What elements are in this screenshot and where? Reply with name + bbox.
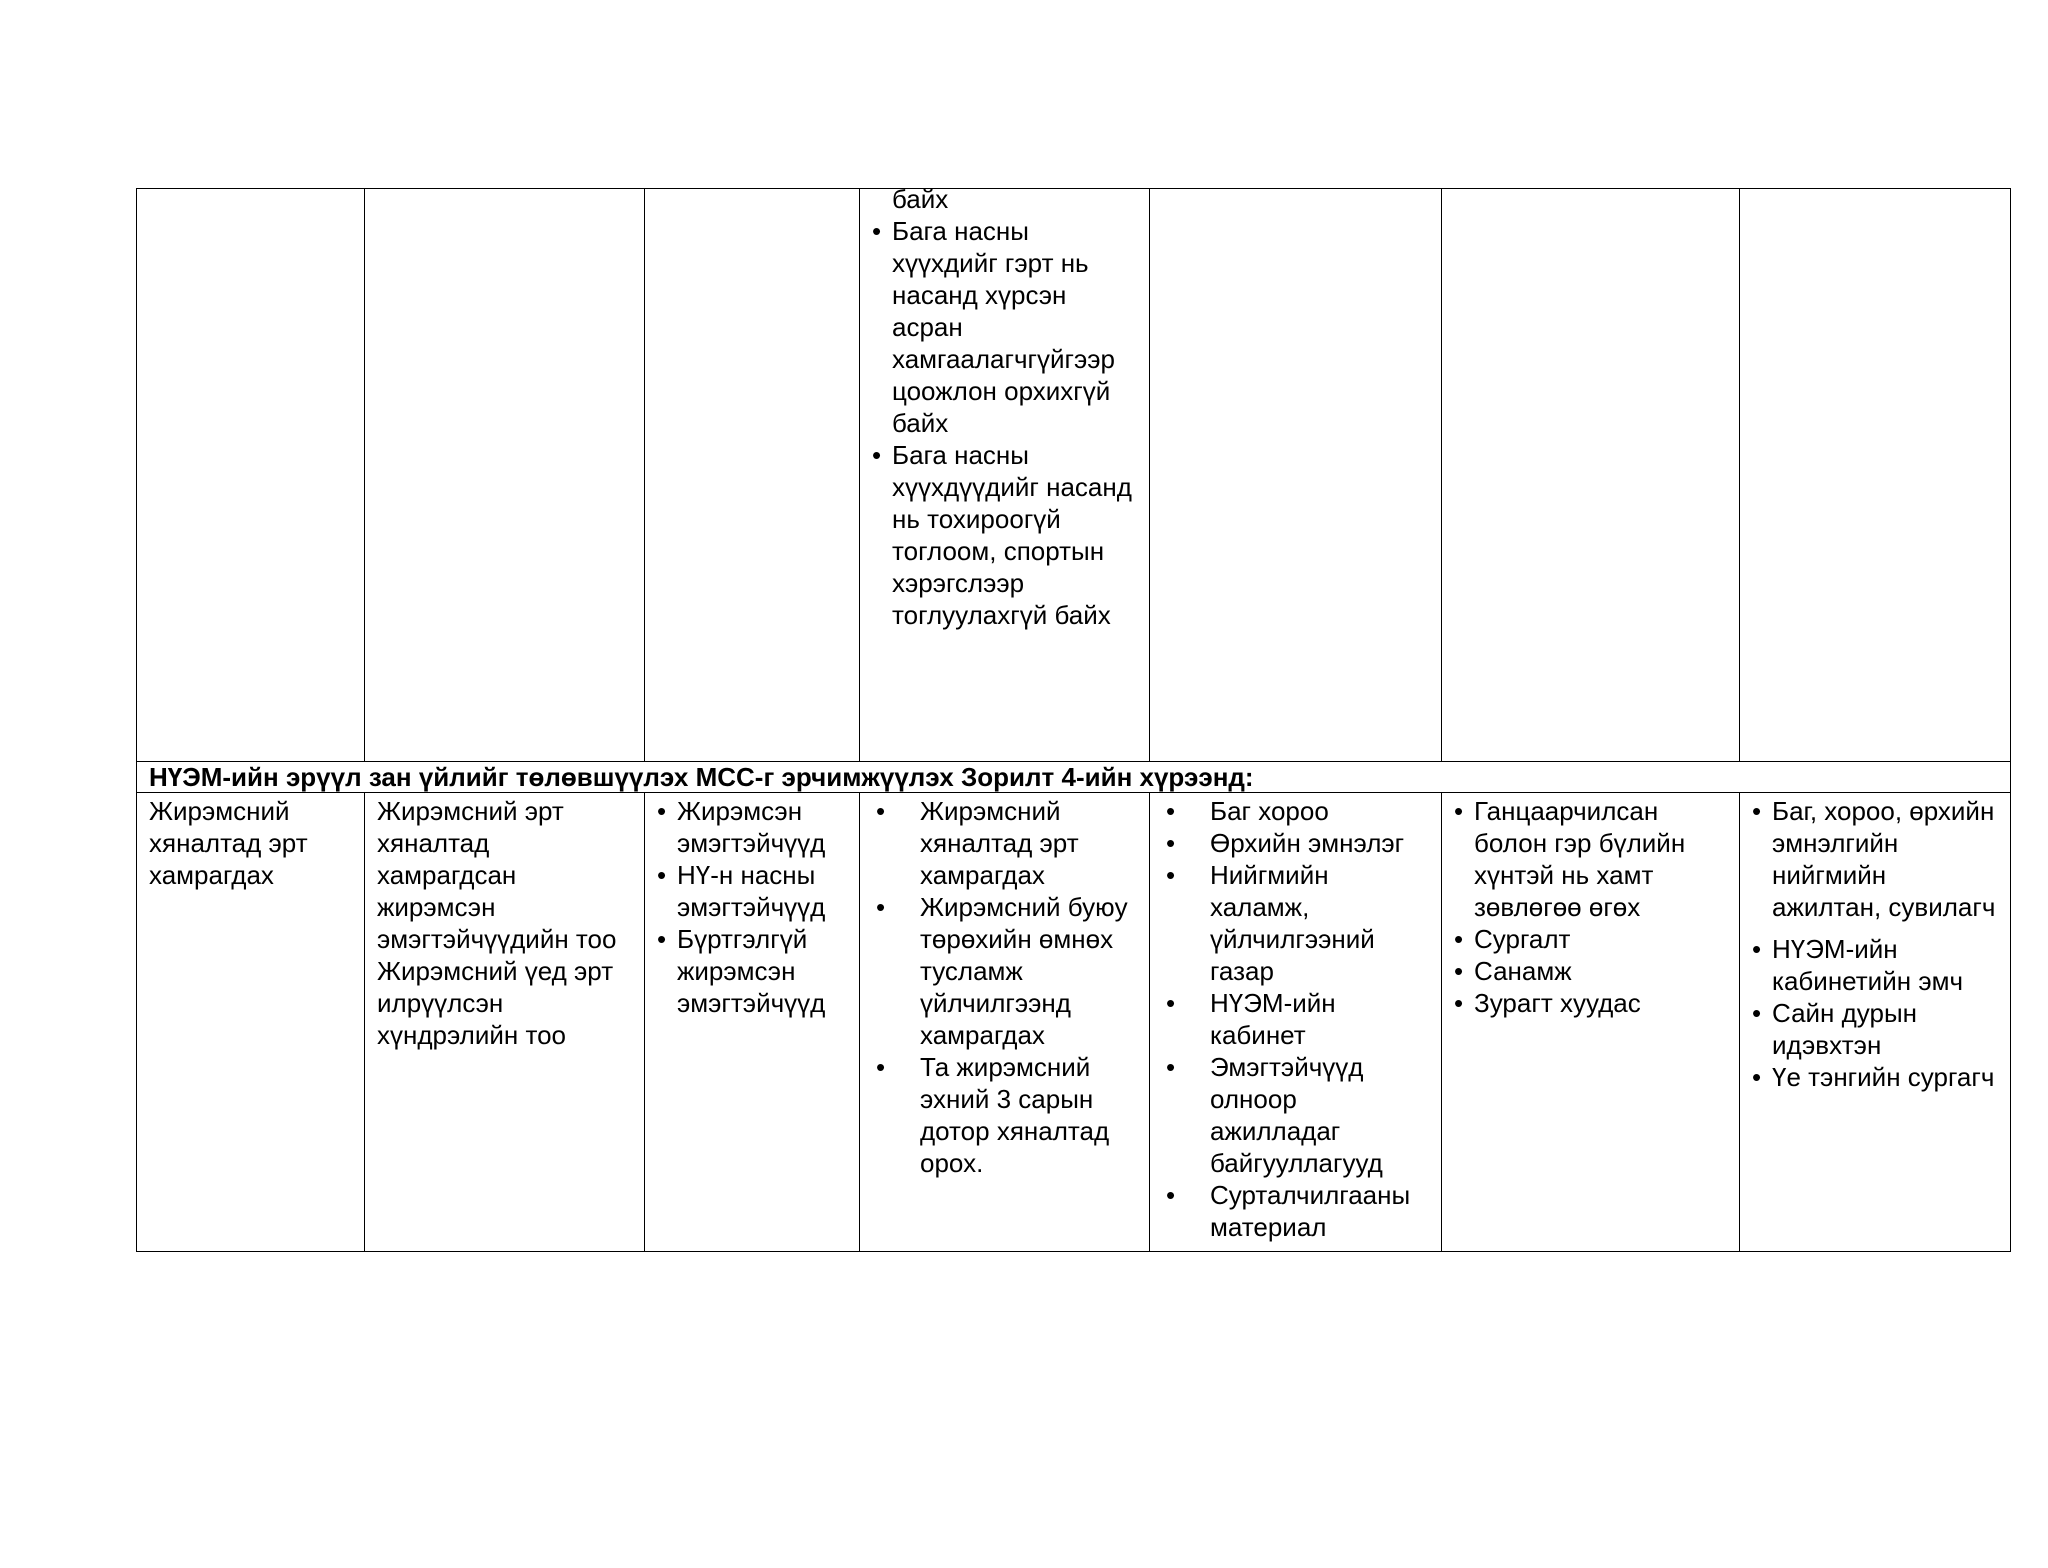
table-row-goal — [137, 793, 2011, 1252]
list-item: • Сурталчилгааны материал — [1162, 1179, 1429, 1243]
table-cell — [1740, 189, 2011, 762]
list-item: • Жирэмсний буюу төрөхийн өмнөх тусламж үйлчилгээнд хамрагдах — [872, 891, 1137, 1051]
indicator-text: Жирэмсний үед эрт илрүүлсэн хүндрэлийн тоо — [377, 956, 614, 1050]
list-item: • Өрхийн эмнэлэг — [1162, 827, 1429, 859]
list-item: • НҮ-н насны эмэгтэйчүүд — [657, 859, 847, 923]
list-item: • НҮЭМ-ийн кабинетийн эмч — [1752, 933, 1998, 997]
table-cell-activities — [860, 184, 1150, 762]
table-row-section-header — [137, 762, 2011, 793]
strategy-table — [136, 184, 2011, 1252]
list-item: • Бага насны хүүхдийг гэрт нь насанд хүрсэн асран хамгаалагчгүйгээр цоожлон орхихгүй байх — [872, 215, 1137, 439]
table-cell — [1150, 189, 1442, 762]
cell-text: байх — [892, 184, 949, 214]
table-cell — [137, 189, 365, 762]
list-item: • Жирэмсэн эмэгтэйчүүд — [657, 795, 847, 859]
list-item: • НҮЭМ-ийн кабинет — [1162, 987, 1429, 1051]
table-cell-goal: Жирэмсний хяналтад эрт хамрагдах — [137, 793, 365, 1252]
list-item: • Баг, хороо, өрхийн эмнэлгийн нийгмийн ажилтан, сувилагч — [1752, 795, 1998, 923]
list-item: • Сайн дурын идэвхтэн — [1752, 997, 1998, 1061]
table-cell-channels — [1150, 793, 1442, 1252]
table-cell-messages — [860, 793, 1150, 1252]
list-item: • Үе тэнгийн сургагч — [1752, 1061, 1998, 1093]
list-item: • Та жирэмсний эхний 3 сарын дотор хяналтад орох. — [872, 1051, 1137, 1179]
table-cell — [645, 189, 860, 762]
list-item: • Санамж — [1454, 955, 1727, 987]
table-cell-responsible — [1740, 793, 2011, 1252]
list-item: • Нийгмийн халамж, үйлчилгээний газар — [1162, 859, 1429, 987]
list-item: • Зурагт хуудас — [1454, 987, 1727, 1019]
list-item: • Эмэгтэйчүүд олноор ажилладаг байгууллагууд — [1162, 1051, 1429, 1179]
list-item: • Баг хороо — [1162, 795, 1429, 827]
list-item: • Ганцаарчилсан болон гэр бүлийн хүнтэй нь хамт зөвлөгөө өгөх — [1454, 795, 1727, 923]
indicator-text: Жирэмсний эрт хяналтад хамрагдсан жирэмсэн эмэгтэйчүүдийн тоо — [377, 796, 617, 954]
table-cell — [1442, 189, 1740, 762]
table-cell — [365, 189, 645, 762]
section-header: НҮЭМ-ийн эрүүл зан үйлийг төлөвшүүлэх МСС-г эрчимжүүлэх Зорилт 4-ийн хүрээнд: — [137, 762, 2011, 793]
table-cell-methods — [1442, 793, 1740, 1252]
list-item: • Жирэмсний хяналтад эрт хамрагдах — [872, 795, 1137, 891]
list-item: • Бүртгэлгүй жирэмсэн эмэгтэйчүүд — [657, 923, 847, 1019]
list-item: • Бага насны хүүхдүүдийг насанд нь тохироогүй тоглоом, спортын хэрэгслээр тоглуулахгүй байх — [872, 439, 1137, 631]
table-row-continuation — [137, 189, 2011, 762]
table-cell-indicators — [365, 793, 645, 1252]
table-cell-target-groups — [645, 793, 860, 1252]
list-item: • Сургалт — [1454, 923, 1727, 955]
